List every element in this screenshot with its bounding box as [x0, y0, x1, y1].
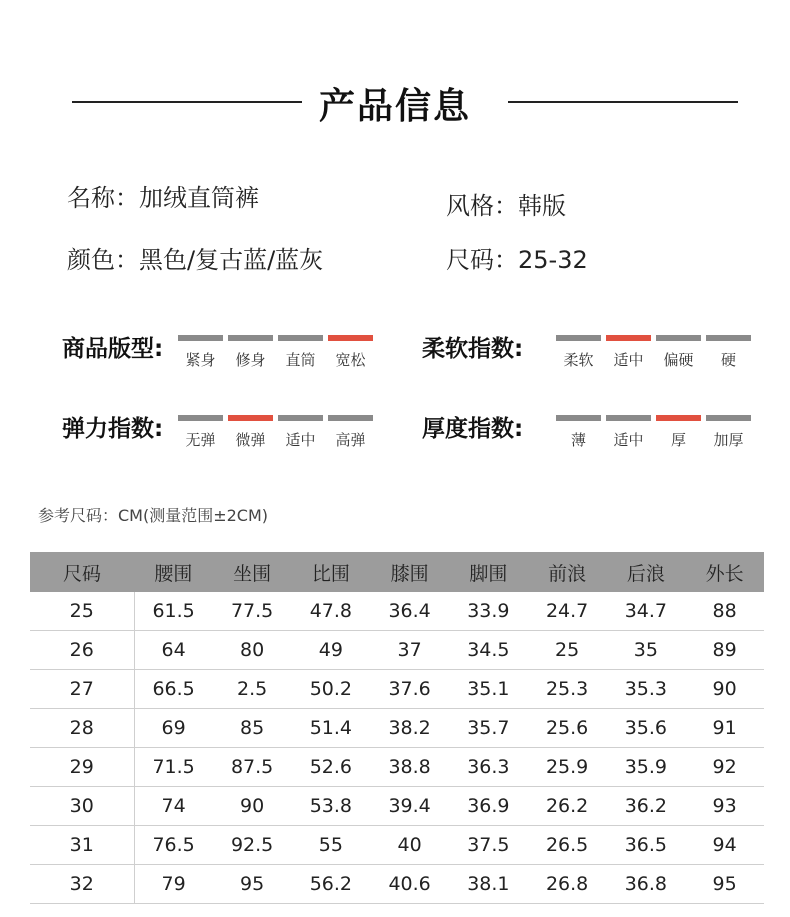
scale-segment: 硬: [706, 335, 751, 370]
measurement-cell: 89: [685, 631, 764, 670]
measurement-cell: 50.2: [292, 670, 371, 709]
scale-segment: 宽松: [328, 335, 373, 370]
size-cell: 28: [30, 709, 134, 748]
measurement-cell: 87.5: [213, 748, 292, 787]
table-header-cell: 比围: [292, 552, 371, 592]
size-table: [30, 552, 764, 904]
measurement-cell: 51.4: [292, 709, 371, 748]
table-header-cell: 后浪: [607, 552, 686, 592]
measurement-cell: 64: [134, 631, 213, 670]
measurement-cell: 80: [213, 631, 292, 670]
reference-note: 参考尺码：CM(测量范围±2CM): [38, 506, 269, 525]
scale-segment: 紧身: [178, 335, 223, 370]
measurement-cell: 94: [685, 826, 764, 865]
measurement-cell: 35.1: [449, 670, 528, 709]
measurement-cell: 38.8: [370, 748, 449, 787]
measurement-cell: 35.9: [607, 748, 686, 787]
scale-segment: 厚: [656, 415, 701, 450]
measurement-cell: 56.2: [292, 865, 371, 904]
table-row: [30, 787, 764, 826]
measurement-cell: 39.4: [370, 787, 449, 826]
scale-segment: 柔软: [556, 335, 601, 370]
size-cell: 30: [30, 787, 134, 826]
measurement-cell: 93: [685, 787, 764, 826]
measurement-cell: 76.5: [134, 826, 213, 865]
measurement-cell: 77.5: [213, 592, 292, 631]
measurement-cell: 25.3: [528, 670, 607, 709]
scale-segment: 加厚: [706, 415, 751, 450]
table-row: [30, 748, 764, 787]
size-cell: 27: [30, 670, 134, 709]
measurement-cell: 35.3: [607, 670, 686, 709]
measurement-cell: 95: [213, 865, 292, 904]
table-header-cell: 前浪: [528, 552, 607, 592]
index-label: 弹力指数:: [62, 416, 164, 442]
scale-segment: 无弹: [178, 415, 223, 450]
measurement-cell: 49: [292, 631, 371, 670]
size-cell: 29: [30, 748, 134, 787]
measurement-cell: 85: [213, 709, 292, 748]
scale-segment: 薄: [556, 415, 601, 450]
index-label: 商品版型:: [62, 336, 164, 362]
table-row: [30, 826, 764, 865]
measurement-cell: 92: [685, 748, 764, 787]
scale-segment: 适中: [606, 335, 651, 370]
index-scale: [178, 335, 373, 370]
table-row: [30, 670, 764, 709]
index-label: 柔软指数:: [422, 336, 524, 362]
measurement-cell: 25: [528, 631, 607, 670]
measurement-cell: 36.5: [607, 826, 686, 865]
table-header-cell: 坐围: [213, 552, 292, 592]
table-row: [30, 865, 764, 904]
measurement-cell: 25.6: [528, 709, 607, 748]
measurement-cell: 38.2: [370, 709, 449, 748]
measurement-cell: 24.7: [528, 592, 607, 631]
table-header-cell: 尺码: [30, 552, 134, 592]
size-cell: 26: [30, 631, 134, 670]
measurement-cell: 26.5: [528, 826, 607, 865]
measurement-cell: 33.9: [449, 592, 528, 631]
table-row: [30, 631, 764, 670]
measurement-cell: 47.8: [292, 592, 371, 631]
measurement-cell: 25.9: [528, 748, 607, 787]
index-scale: [556, 335, 751, 370]
size-cell: 25: [30, 592, 134, 631]
product-style: 风格：韩版: [446, 192, 566, 220]
measurement-cell: 26.8: [528, 865, 607, 904]
table-header-cell: 外长: [685, 552, 764, 592]
scale-segment: 高弹: [328, 415, 373, 450]
measurement-cell: 35.6: [607, 709, 686, 748]
measurement-cell: 36.4: [370, 592, 449, 631]
measurement-cell: 40: [370, 826, 449, 865]
product-name: 名称：加绒直筒裤: [67, 184, 259, 212]
measurement-cell: 40.6: [370, 865, 449, 904]
product-size: 尺码：25-32: [446, 246, 588, 274]
table-row: [30, 709, 764, 748]
measurement-cell: 36.9: [449, 787, 528, 826]
title-rule-right: [508, 101, 738, 103]
table-header-cell: 膝围: [370, 552, 449, 592]
size-cell: 31: [30, 826, 134, 865]
scale-segment: 微弹: [228, 415, 273, 450]
scale-segment: 直筒: [278, 335, 323, 370]
measurement-cell: 36.8: [607, 865, 686, 904]
measurement-cell: 35: [607, 631, 686, 670]
scale-segment: 修身: [228, 335, 273, 370]
measurement-cell: 37.5: [449, 826, 528, 865]
measurement-cell: 90: [213, 787, 292, 826]
table-row: [30, 592, 764, 631]
measurement-cell: 95: [685, 865, 764, 904]
measurement-cell: 53.8: [292, 787, 371, 826]
index-scale: [178, 415, 373, 450]
scale-segment: 适中: [278, 415, 323, 450]
measurement-cell: 91: [685, 709, 764, 748]
table-header-row: [30, 552, 764, 592]
size-cell: 32: [30, 865, 134, 904]
table-header-cell: 腰围: [134, 552, 213, 592]
measurement-cell: 74: [134, 787, 213, 826]
measurement-cell: 37.6: [370, 670, 449, 709]
measurement-cell: 90: [685, 670, 764, 709]
measurement-cell: 2.5: [213, 670, 292, 709]
index-label: 厚度指数:: [422, 416, 524, 442]
measurement-cell: 88: [685, 592, 764, 631]
measurement-cell: 55: [292, 826, 371, 865]
measurement-cell: 66.5: [134, 670, 213, 709]
measurement-cell: 79: [134, 865, 213, 904]
measurement-cell: 34.5: [449, 631, 528, 670]
measurement-cell: 52.6: [292, 748, 371, 787]
index-scale: [556, 415, 751, 450]
measurement-cell: 37: [370, 631, 449, 670]
product-color: 颜色：黑色/复古蓝/蓝灰: [67, 246, 324, 274]
measurement-cell: 36.3: [449, 748, 528, 787]
measurement-cell: 69: [134, 709, 213, 748]
measurement-cell: 26.2: [528, 787, 607, 826]
table-header-cell: 脚围: [449, 552, 528, 592]
scale-segment: 偏硬: [656, 335, 701, 370]
measurement-cell: 36.2: [607, 787, 686, 826]
scale-segment: 适中: [606, 415, 651, 450]
measurement-cell: 61.5: [134, 592, 213, 631]
measurement-cell: 35.7: [449, 709, 528, 748]
measurement-cell: 71.5: [134, 748, 213, 787]
measurement-cell: 92.5: [213, 826, 292, 865]
measurement-cell: 38.1: [449, 865, 528, 904]
measurement-cell: 34.7: [607, 592, 686, 631]
page-title: 产品信息: [318, 86, 471, 127]
